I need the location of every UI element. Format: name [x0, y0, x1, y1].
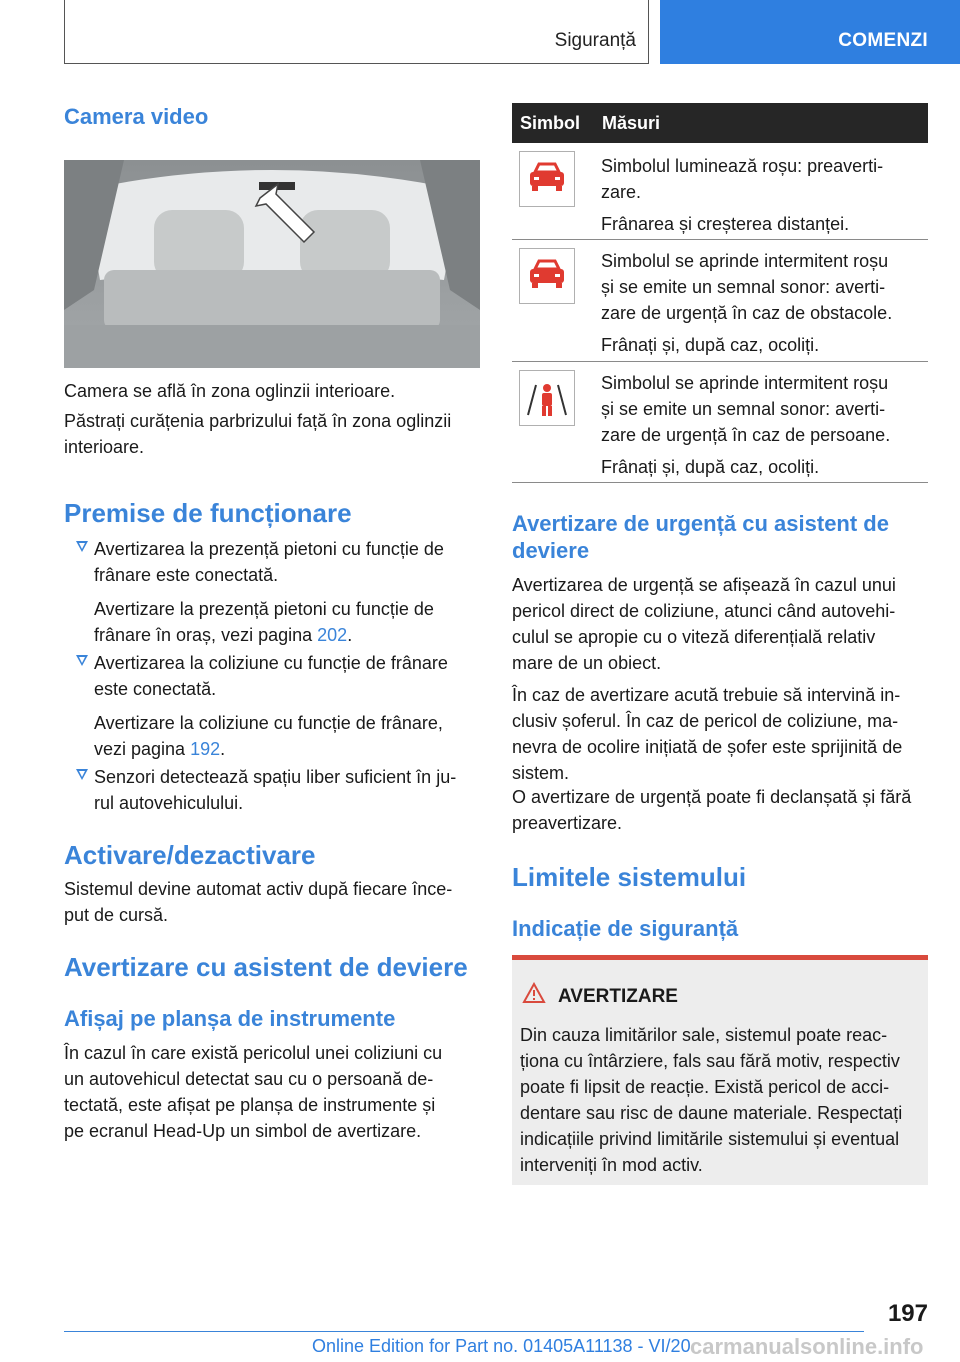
- urgenta-line: În caz de avertizare acută trebuie să intervină in-: [512, 685, 901, 705]
- warning-line: Din cauza limitărilor sale, sistemul poate reac-: [520, 1025, 888, 1045]
- activare-heading: Activare/dezactivare: [64, 840, 316, 870]
- pedestrian-warning-icon: [519, 370, 575, 426]
- table-row-line: zare.: [601, 182, 642, 202]
- afisaj-line: pe ecranul Head-Up un simbol de avertizare.: [64, 1121, 422, 1141]
- camera-clean-line: Păstrați curățenia parbrizului față în zona oglinzii: [64, 411, 452, 431]
- chapter-tab-label: COMENZI: [838, 30, 928, 51]
- indicatie-heading: Indicație de siguranță: [512, 916, 739, 941]
- warning-line: ționa cu întârziere, fals sau fără motiv, respectiv: [520, 1051, 900, 1071]
- camera-heading: Camera video: [64, 104, 209, 129]
- premise-item: [64, 764, 484, 816]
- camera-location-text: Camera se află în zona oglinzii interioare.: [64, 381, 396, 401]
- urgenta-heading-line: Avertizare de urgență cu asistent de: [512, 511, 889, 536]
- column-header-measures: Măsuri: [602, 113, 661, 133]
- activare-line: Sistemul devine automat activ după fiecare înce-: [64, 879, 453, 899]
- header-section-title: Siguranță: [554, 30, 636, 51]
- table-row-action: Frânarea și creșterea distanței.: [601, 214, 850, 234]
- camera-clean-line: interioare.: [64, 437, 145, 457]
- warning-line: poate fi lipsit de reacție. Există pericol de acci-: [520, 1077, 890, 1097]
- warning-line: indicațiile privind limitările sistemului și eventual: [520, 1129, 900, 1149]
- urgenta-line: clusiv șoferul. În caz de pericol de coliziune, ma-: [512, 711, 899, 731]
- car-warning-icon: [519, 151, 575, 207]
- page-number: 197: [887, 1300, 928, 1327]
- premise-item-line: Avertizarea la coliziune cu funcție de frânare: [94, 653, 448, 673]
- premise-item-subline: Avertizare la prezență pietoni cu funcție de: [94, 599, 434, 619]
- column-header-symbol: Simbol: [520, 113, 581, 133]
- symbol-table-header: [512, 103, 928, 143]
- table-row-divider: [512, 239, 928, 240]
- footer-edition: Online Edition for Part no. 01405A11138 - VI/20: [312, 1336, 691, 1356]
- afisaj-line: un autovehicul detectat sau cu o persoană de-: [64, 1069, 434, 1089]
- table-row-divider: [512, 482, 928, 483]
- table-row-line: zare de urgență în caz de obstacole.: [601, 303, 893, 323]
- urgenta-paragraph: [512, 572, 932, 676]
- premise-item-line: Senzori detectează spațiu liber suficient în ju-: [94, 767, 457, 787]
- table-row-line: Simbolul luminează roșu: preaverti-: [601, 156, 884, 176]
- activare-text: [64, 876, 484, 928]
- urgenta-line: Avertizarea de urgență se afișează în cazul unui: [512, 575, 896, 595]
- table-row-line: Simbolul se aprinde intermitent roșu: [601, 373, 889, 393]
- premise-item-line: frânare este conectată.: [94, 565, 279, 585]
- table-row-line: și se emite un semnal sonor: averti-: [601, 399, 886, 419]
- camera-clean-text: [64, 408, 484, 460]
- premise-item-subline: [94, 736, 484, 762]
- urgenta-heading: [512, 510, 932, 564]
- warning-box: [512, 955, 928, 1185]
- urgenta-paragraph: [512, 682, 932, 786]
- afisaj-line: În cazul în care există pericolul unei coliziuni cu: [64, 1043, 443, 1063]
- urgenta-line: preavertizare.: [512, 813, 623, 833]
- premise-item-ref-text: frânare în oraș, vezi pagina: [94, 625, 318, 645]
- car-warning-icon: [519, 248, 575, 304]
- premise-item-line: rul autovehiculului.: [94, 793, 244, 813]
- warning-text: [520, 1022, 924, 1178]
- premise-heading: Premise de funcționare: [64, 498, 352, 528]
- urgenta-paragraph: [512, 784, 932, 836]
- urgenta-heading-line: deviere: [512, 538, 590, 563]
- warning-triangle-icon: [522, 982, 546, 1004]
- bullet-triangle-icon: [76, 541, 88, 552]
- activare-line: put de cursă.: [64, 905, 169, 925]
- afisaj-text: [64, 1040, 484, 1144]
- premise-item-line: Avertizarea la prezență pietoni cu funcție de: [94, 539, 444, 559]
- warning-line: interveniți în mod activ.: [520, 1155, 703, 1175]
- watermark: carmanualsonline.info: [690, 1334, 924, 1359]
- afisaj-line: tectată, este afișat pe planșa de instrumente și: [64, 1095, 436, 1115]
- premise-item-ref-end: .: [347, 625, 353, 645]
- premise-item: [64, 650, 484, 762]
- premise-item-subline: [94, 622, 484, 648]
- premise-item-ref-text: vezi pagina: [94, 739, 191, 759]
- footer-rule: [64, 1331, 864, 1332]
- table-row-text: [601, 153, 928, 237]
- warning-title: AVERTIZARE: [558, 986, 678, 1007]
- urgenta-line: nevra de ocolire inițiată de șofer este sprijinită de: [512, 737, 903, 757]
- camera-photo: [64, 160, 480, 368]
- table-row-text: [601, 370, 928, 480]
- car-interior-illustration: [64, 160, 480, 368]
- page-link[interactable]: 192: [190, 739, 221, 759]
- bullet-triangle-icon: [76, 655, 88, 666]
- premise-item-subline: Avertizare la coliziune cu funcție de frânare,: [94, 713, 443, 733]
- table-row-divider: [512, 361, 928, 362]
- urgenta-line: pericol direct de coliziune, atunci când autovehi-: [512, 601, 896, 621]
- table-row-line: Simbolul se aprinde intermitent roșu: [601, 251, 889, 271]
- table-row-action: Frânați și, după caz, ocoliți.: [601, 335, 820, 355]
- table-row-text: [601, 248, 928, 358]
- urgenta-line: culul se apropie cu o viteză diferențială relativ: [512, 627, 876, 647]
- premise-item: [64, 536, 484, 648]
- urgenta-line: mare de un obiect.: [512, 653, 662, 673]
- premise-item-ref-end: .: [220, 739, 226, 759]
- chapter-tab[interactable]: [660, 0, 960, 64]
- table-row-line: și se emite un semnal sonor: averti-: [601, 277, 886, 297]
- premise-item-line: este conectată.: [94, 679, 217, 699]
- avertizare-heading: Avertizare cu asistent de deviere: [64, 952, 468, 982]
- afisaj-heading: Afișaj pe planșa de instrumente: [64, 1006, 396, 1031]
- table-row-line: zare de urgență în caz de persoane.: [601, 425, 891, 445]
- urgenta-line: O avertizare de urgență poate fi declanșată și fără: [512, 787, 912, 807]
- warning-line: dentare sau risc de daune materiale. Respectați: [520, 1103, 903, 1123]
- table-row-action: Frânați și, după caz, ocoliți.: [601, 457, 820, 477]
- urgenta-line: sistem.: [512, 763, 570, 783]
- page-link[interactable]: 202: [317, 625, 348, 645]
- header-section-box: [64, 0, 649, 64]
- limite-heading: Limitele sistemului: [512, 862, 747, 892]
- bullet-triangle-icon: [76, 769, 88, 780]
